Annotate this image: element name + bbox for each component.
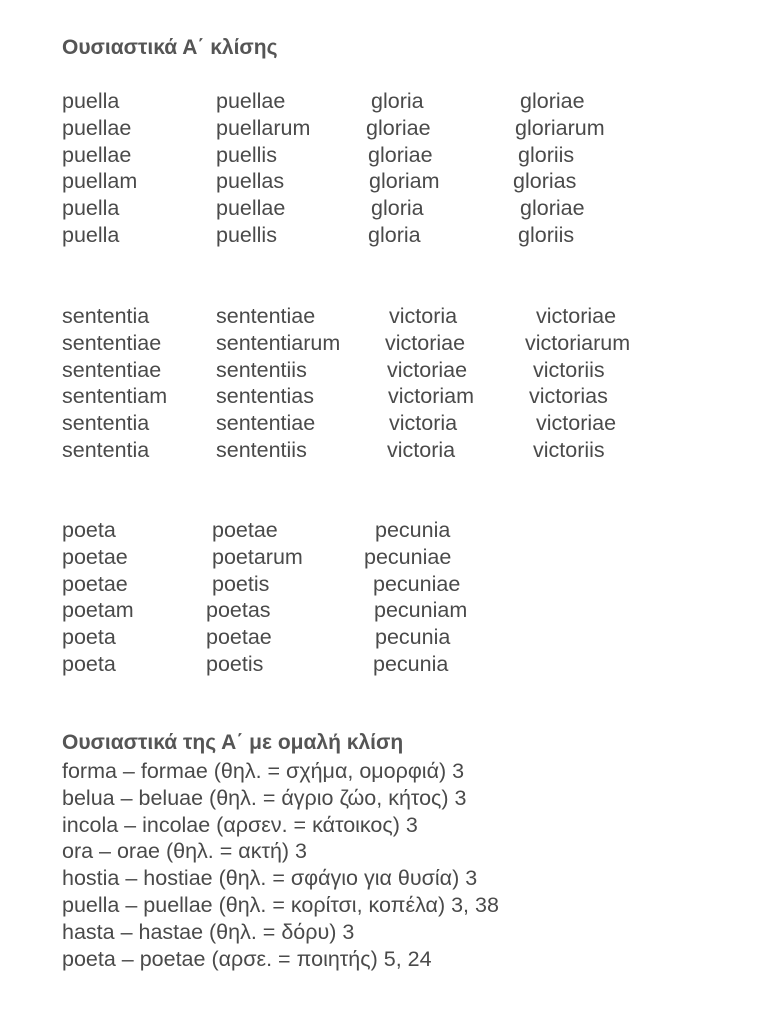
table-row — [0, 437, 768, 464]
table-cell: gloriae — [520, 89, 585, 113]
list-item: puella – puellae (θηλ. = κορίτσι, κοπέλα) 3, 38 — [62, 892, 499, 917]
table-cell: victoriarum — [525, 330, 631, 355]
table-cell: poetis — [206, 651, 264, 676]
table-row — [0, 222, 768, 249]
table-cell: poetae — [206, 625, 272, 650]
table-cell: gloriae — [520, 196, 585, 221]
table-cell: sententiae — [62, 357, 162, 382]
declension-table-3 — [0, 517, 768, 678]
table-row — [0, 517, 768, 544]
table-row — [0, 544, 768, 571]
page-title: Ουσιαστικά Α΄ κλίσης — [62, 36, 278, 59]
table-cell: sententiarum — [216, 330, 341, 355]
table-cell: victoriae — [536, 411, 617, 436]
table-row — [0, 571, 768, 598]
table-cell: gloriarum — [515, 115, 605, 140]
table-cell: pecuniam — [374, 598, 468, 623]
vocabulary-list — [62, 758, 499, 972]
table-row — [0, 383, 768, 410]
table-cell: poetae — [212, 518, 278, 542]
table-cell: pecunia — [373, 651, 449, 676]
table-cell: sententiam — [62, 384, 168, 409]
table-cell: gloriae — [368, 142, 433, 167]
table-row — [0, 330, 768, 357]
table-cell: sententiis — [216, 357, 307, 382]
table-cell: puellae — [216, 196, 286, 221]
table-cell: gloria — [368, 222, 421, 247]
table-cell: gloriis — [518, 222, 575, 247]
table-cell: poetam — [62, 598, 134, 623]
table-cell: puellae — [216, 89, 286, 113]
table-row — [0, 195, 768, 222]
table-cell: puellas — [216, 169, 285, 194]
table-cell: sententiae — [62, 330, 162, 355]
table-cell: victoria — [389, 304, 458, 328]
table-cell: victoria — [387, 437, 456, 462]
table-cell: poetis — [212, 571, 270, 596]
table-cell: puellae — [62, 142, 132, 167]
table-cell: victorias — [529, 384, 608, 409]
table-cell: gloriis — [518, 142, 575, 167]
table-row — [0, 168, 768, 195]
table-cell: poetas — [206, 598, 271, 623]
table-cell: victoriae — [387, 357, 468, 382]
table-cell: sententia — [62, 411, 150, 436]
table-cell: sententia — [62, 304, 150, 328]
table-row — [0, 624, 768, 651]
table-row — [0, 597, 768, 624]
list-item: belua – beluae (θηλ. = άγριο ζώο, κήτος) 3 — [62, 785, 467, 810]
table-cell: sententiae — [216, 304, 316, 328]
table-cell: sententiis — [216, 437, 307, 462]
table-cell: sententia — [62, 437, 150, 462]
table-cell: puellis — [216, 222, 277, 247]
table-cell: gloriae — [366, 115, 431, 140]
table-cell: gloriam — [369, 169, 440, 194]
table-row — [0, 651, 768, 678]
list-item: poeta – poetae (αρσε. = ποιητής) 5, 24 — [62, 946, 432, 971]
table-cell: poeta — [62, 625, 116, 650]
table-cell: puellam — [62, 169, 138, 194]
table-row — [0, 88, 768, 115]
table-cell: pecuniae — [364, 544, 452, 569]
table-cell: puellae — [62, 115, 132, 140]
table-cell: puella — [62, 196, 120, 221]
declension-table-1 — [0, 88, 768, 249]
list-item: forma – formae (θηλ. = σχήμα, ομορφιά) 3 — [62, 759, 465, 783]
table-row — [0, 303, 768, 330]
table-cell: sententias — [216, 384, 315, 409]
table-cell: gloria — [371, 89, 424, 113]
table-cell: victoriis — [533, 437, 605, 462]
list-item: hasta – hastae (θηλ. = δόρυ) 3 — [62, 919, 355, 944]
list-item: hostia – hostiae (θηλ. = σφάγιο για θυσία) 3 — [62, 866, 478, 891]
table-row — [0, 410, 768, 437]
table-cell: victoria — [389, 411, 458, 436]
table-cell: victoriae — [536, 304, 617, 328]
list-item: ora – orae (θηλ. = ακτή) 3 — [62, 839, 308, 864]
table-cell: victoriam — [388, 384, 475, 409]
table-cell: gloria — [371, 196, 424, 221]
list-item: incola – incolae (αρσεν. = κάτοικος) 3 — [62, 812, 418, 837]
table-cell: puella — [62, 222, 120, 247]
table-cell: sententiae — [216, 411, 316, 436]
table-row — [0, 357, 768, 384]
table-cell: glorias — [513, 169, 577, 194]
table-row — [0, 142, 768, 169]
table-cell: poeta — [62, 651, 116, 676]
table-cell: victoriae — [385, 330, 466, 355]
table-cell: puella — [62, 89, 120, 113]
table-row — [0, 115, 768, 142]
table-cell: pecunia — [375, 625, 451, 650]
declension-table-2 — [0, 303, 768, 464]
table-cell: pecuniae — [373, 571, 461, 596]
table-cell: poetarum — [212, 544, 303, 569]
table-cell: poetae — [62, 544, 128, 569]
table-cell: pecunia — [375, 518, 451, 542]
table-cell: puellarum — [216, 115, 311, 140]
table-cell: victoriis — [533, 357, 605, 382]
table-cell: poeta — [62, 518, 116, 542]
section-title: Ουσιαστικά της Α΄ με ομαλή κλίση — [62, 731, 404, 754]
table-cell: poetae — [62, 571, 128, 596]
table-cell: puellis — [216, 142, 277, 167]
